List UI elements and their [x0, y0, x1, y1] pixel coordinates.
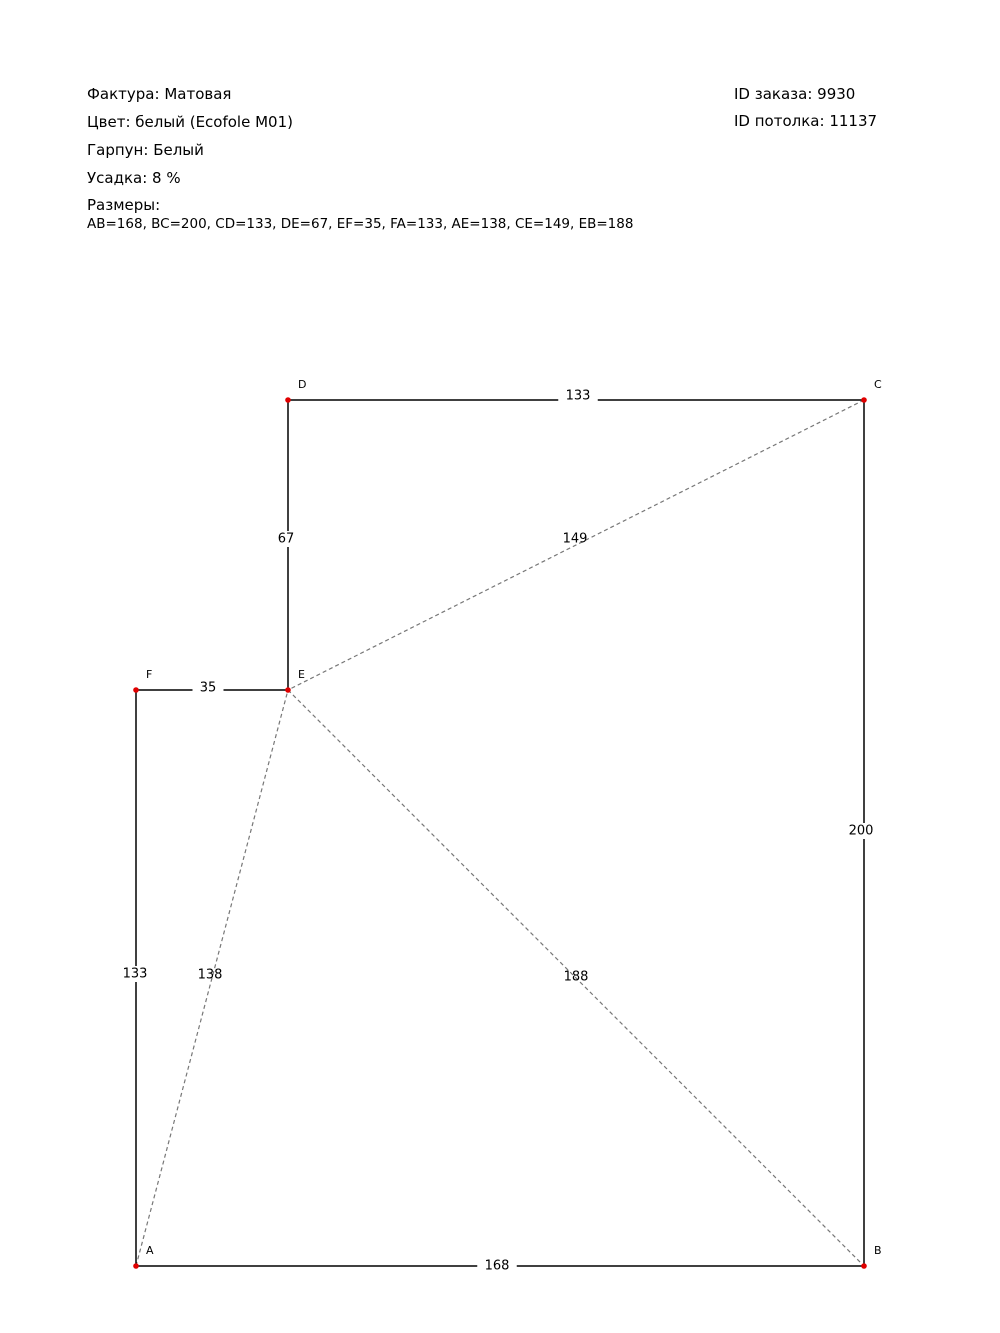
labels-layer — [115, 388, 881, 1274]
sizes-values: AB=168, BC=200, CD=133, DE=67, EF=35, FA=133, AE=138, CE=149, EB=188 — [87, 216, 634, 232]
vertex-label-e: E — [298, 668, 305, 681]
vertex-label-d: D — [298, 378, 307, 391]
vertex-point-c — [861, 397, 867, 403]
vertex-point-e — [285, 687, 291, 693]
color-value: белый (Ecofole M01) — [135, 113, 293, 131]
diagonal-label-ae: 138 — [197, 967, 223, 983]
vertex-label-f: F — [146, 668, 153, 681]
diagonals-layer — [136, 400, 864, 1266]
ceiling-id-label: ID потолка: — [734, 112, 825, 130]
edge-label-bc: 200 — [848, 823, 874, 839]
diagonal-label-ce: 149 — [562, 531, 588, 547]
vertex-point-b — [861, 1263, 867, 1269]
vertex-point-f — [133, 687, 139, 693]
vertex-point-a — [133, 1263, 139, 1269]
color-label: Цвет: — [87, 113, 131, 131]
edge-label-ef: 35 — [199, 680, 217, 696]
vertices-layer — [133, 378, 882, 1269]
order-id-value: 9930 — [817, 85, 856, 103]
edges-layer — [136, 400, 864, 1266]
texture-label: Фактура: — [87, 85, 160, 103]
order-id-label: ID заказа: — [734, 85, 813, 103]
harpoon-label: Гарпун: — [87, 141, 149, 159]
shrink-label: Усадка: — [87, 169, 148, 187]
edge-label-cd: 133 — [565, 388, 591, 404]
harpoon-value: Белый — [153, 141, 204, 159]
vertex-label-c: C — [874, 378, 882, 391]
edge-label-de: 67 — [277, 531, 295, 547]
ceiling-id-value: 11137 — [829, 112, 878, 130]
vertex-label-b: B — [874, 1244, 882, 1257]
sizes-label: Размеры: — [87, 196, 161, 214]
shrink-value: 8 % — [152, 169, 181, 187]
texture-value: Матовая — [164, 85, 232, 103]
diagonal-label-eb: 188 — [563, 969, 589, 985]
edge-label-fa: 133 — [122, 966, 148, 982]
edge-label-ab: 168 — [484, 1258, 510, 1274]
vertex-label-a: A — [146, 1244, 154, 1257]
vertex-point-d — [285, 397, 291, 403]
